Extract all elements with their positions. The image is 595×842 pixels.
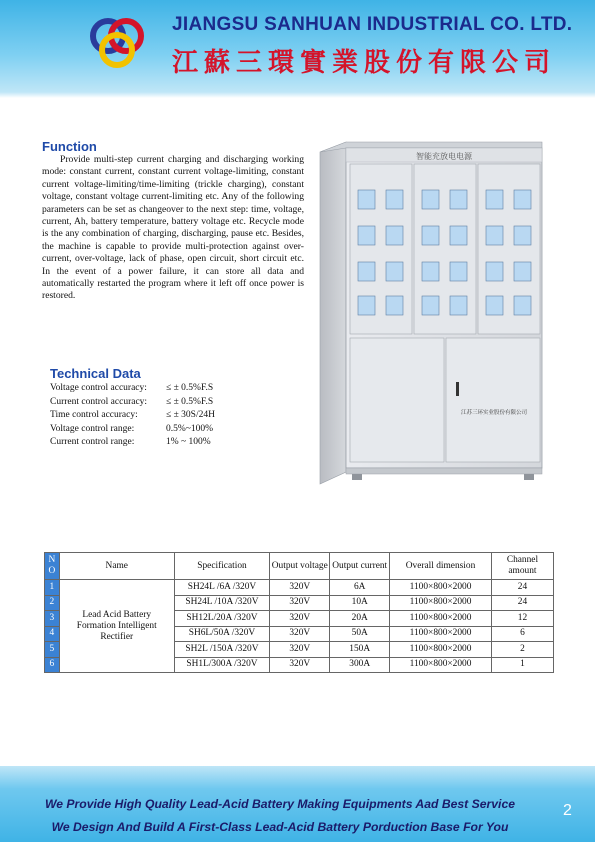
row-current: 10A	[330, 595, 390, 611]
product-name-cell: Lead Acid Battery Formation Intelligent Rectifier	[59, 580, 174, 673]
row-dimension: 1100×800×2000	[390, 580, 492, 596]
tech-value: 1% ~ 100%	[166, 437, 211, 448]
table-row	[45, 580, 554, 596]
col-channel-header: Channel amount	[491, 553, 553, 580]
row-dimension: 1100×800×2000	[390, 642, 492, 658]
row-voltage: 320V	[270, 626, 330, 642]
row-spec: SH2L /150A /320V	[174, 642, 270, 658]
row-dimension: 1100×800×2000	[390, 611, 492, 627]
company-logo	[84, 10, 150, 76]
spec-table	[44, 552, 554, 673]
tech-label: Current control accuracy:	[50, 396, 148, 407]
row-dimension: 1100×800×2000	[390, 657, 492, 673]
row-channel: 24	[491, 595, 553, 611]
tech-label: Voltage control accuracy:	[50, 383, 147, 393]
cabinet-door-label: 江苏三环实业股份有限公司	[460, 410, 528, 416]
row-voltage: 320V	[270, 580, 330, 596]
row-current: 50A	[330, 626, 390, 642]
row-spec: SH24L /10A /320V	[174, 595, 270, 611]
row-channel: 6	[491, 626, 553, 642]
row-current: 150A	[330, 642, 390, 658]
row-voltage: 320V	[270, 657, 330, 673]
row-spec: SH24L /6A /320V	[174, 580, 270, 596]
row-dimension: 1100×800×2000	[390, 626, 492, 642]
row-no: 5	[45, 642, 60, 658]
table-header-row	[45, 553, 554, 580]
technical-data-list	[50, 382, 215, 450]
tech-label: Current control range:	[50, 437, 135, 448]
company-name-chinese: 江蘇三環實業股份有限公司	[172, 48, 557, 78]
header-fade	[0, 92, 595, 98]
function-description	[42, 154, 304, 303]
row-current: 20A	[330, 611, 390, 627]
tech-value: ≤ ± 30S/24H	[166, 410, 215, 421]
cabinet-top-label: 智能充放电电源	[416, 152, 472, 161]
tech-row	[50, 382, 215, 396]
row-voltage: 320V	[270, 642, 330, 658]
col-dimension-header: Overall dimension	[390, 553, 492, 580]
tech-label: Voltage control range:	[50, 423, 135, 434]
col-voltage-header: Output voltage	[270, 553, 330, 580]
door-handle-icon	[456, 382, 459, 396]
tech-row	[50, 409, 215, 423]
row-voltage: 320V	[270, 611, 330, 627]
row-spec: SH12L/20A /320V	[174, 611, 270, 627]
row-channel: 2	[491, 642, 553, 658]
col-spec-header: Specification	[174, 553, 270, 580]
row-channel: 24	[491, 580, 553, 596]
row-current: 6A	[330, 580, 390, 596]
row-no: 6	[45, 657, 60, 673]
tech-value: 0.5%~100%	[166, 423, 214, 434]
function-paragraph: Provide multi-step current charging and discharging working mode: constant current, constant current voltage-limiting, constant current voltage-limiting/time-limiting (trickle charging), constant voltage, constant voltage current-limiting etc. Any of the following parameters can be set as changeover to the next step: time, voltage, current, Ah, battery temperature, battery voltage etc. Recycle mode is the any combination of charging, discharging, pause etc. Besides, the machine is capable to provide multi-protection against over-current, over-voltage, lack of phase, open circuit, short circuit etc. In the event of a power failure, it can store all data and automatically restarted the program where it left off once power is restored.	[42, 154, 304, 302]
row-channel: 1	[491, 657, 553, 673]
tech-label: Time control accuracy:	[50, 410, 138, 421]
row-spec: SH6L/50A /320V	[174, 626, 270, 642]
rectifier-cabinet-image	[316, 132, 552, 494]
col-name-header: Name	[59, 553, 174, 580]
row-voltage: 320V	[270, 595, 330, 611]
tech-row	[50, 396, 215, 410]
row-spec: SH1L/300A /320V	[174, 657, 270, 673]
technical-data-heading: Technical Data	[50, 366, 141, 381]
row-dimension: 1100×800×2000	[390, 595, 492, 611]
footer-slogan-1: We Provide High Quality Lead-Acid Battery Making Equipments Aad Best Service	[44, 797, 515, 811]
row-channel: 12	[491, 611, 553, 627]
row-no: 1	[45, 580, 60, 596]
row-no: 4	[45, 626, 60, 642]
tech-row	[50, 423, 215, 437]
tech-row	[50, 436, 215, 450]
col-current-header: Output current	[330, 553, 390, 580]
company-name-english: JIANGSU SANHUAN INDUSTRIAL CO. LTD.	[172, 14, 573, 35]
page-number: 2	[563, 802, 572, 819]
tech-value: ≤ ± 0.5%F.S	[166, 396, 214, 407]
footer-slogan-2: We Design And Build A First-Class Lead-Acid Battery Porduction Base For You	[51, 820, 509, 834]
tech-value: ≤ ± 0.5%F.S	[166, 383, 214, 393]
row-no: 2	[45, 595, 60, 611]
row-no: 3	[45, 611, 60, 627]
col-no-header: N O	[45, 553, 60, 580]
row-current: 300A	[330, 657, 390, 673]
function-heading: Function	[42, 139, 97, 154]
